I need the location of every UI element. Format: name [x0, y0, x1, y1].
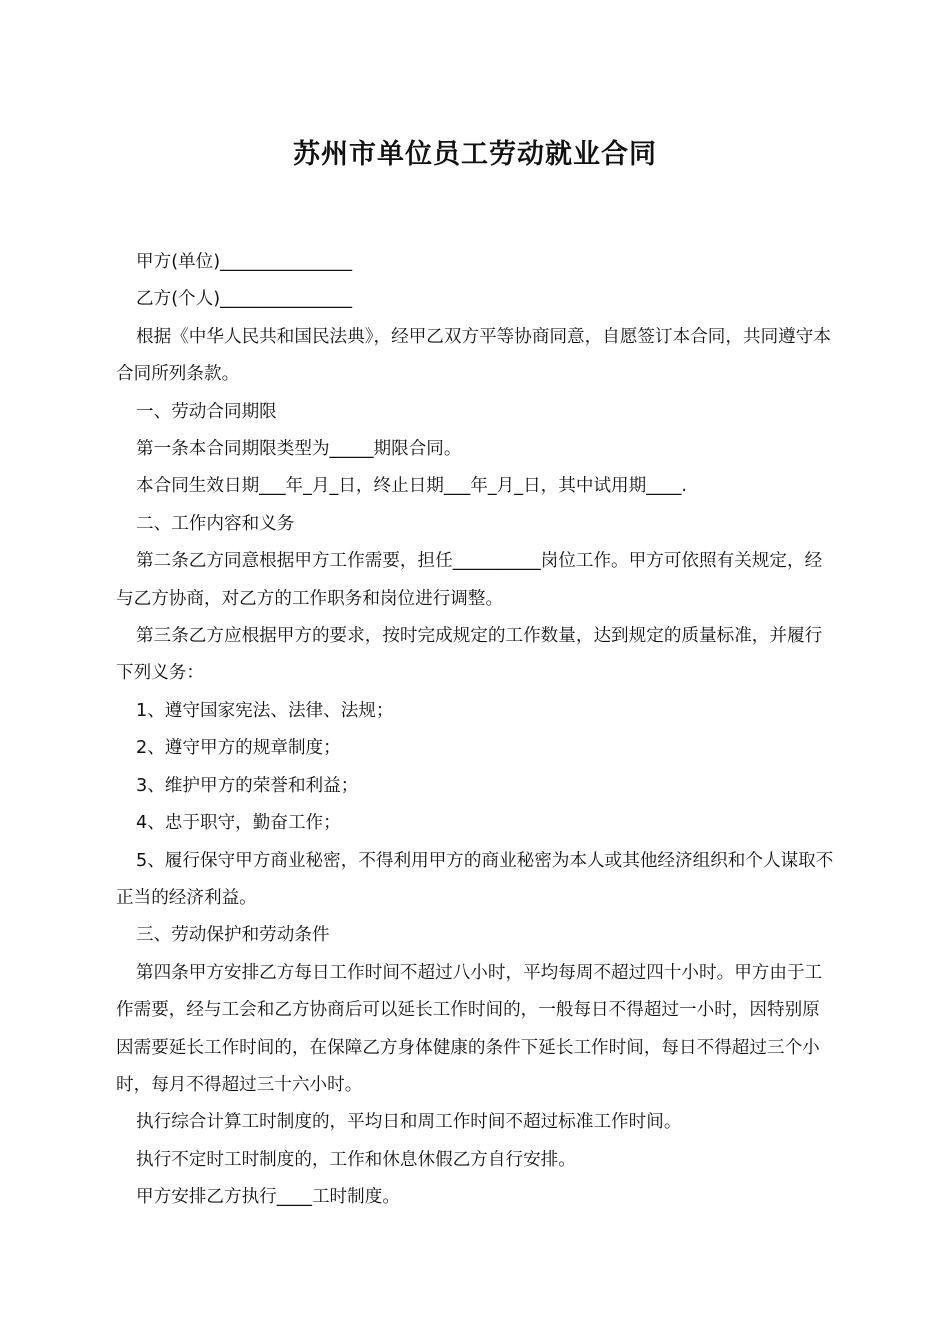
section-heading-protection: 三、劳动保护和劳动条件: [136, 925, 330, 946]
article-2: 第二条乙方同意根据甲方工作需要，担任__________岗位工作。甲方可依照有关规定，经与乙方协商，对乙方的工作职务和岗位进行调整。: [116, 551, 823, 609]
section-heading-duties: 二、工作内容和义务: [136, 513, 295, 534]
article-1: 第一条本合同期限类型为_____期限合同。: [136, 439, 462, 460]
section-heading-term: 一、劳动合同期限: [136, 401, 277, 422]
hours-system-line: 甲方安排乙方执行____工时制度。: [136, 1187, 400, 1208]
duty-item-3: 3、维护甲方的荣誉和利益；: [136, 775, 359, 796]
party-b-line: 乙方(个人)_______________: [136, 289, 353, 310]
document-body: [116, 244, 836, 1217]
preamble-paragraph: 根据《中华人民共和国民法典》，经甲乙双方平等协商同意，自愿签订本合同，共同遵守本合同所列条款。: [116, 326, 831, 385]
duty-item-5: 5、履行保守甲方商业秘密，不得利用甲方的商业秘密为本人或其他经济组织和个人谋取不正当的经济利益。: [116, 850, 834, 908]
document-title: 苏州市单位员工劳动就业合同: [293, 139, 657, 170]
duty-item-1: 1、遵守国家宪法、法律、法规；: [136, 700, 394, 721]
duty-item-4: 4、忠于职守，勤奋工作；: [136, 813, 341, 834]
article-4: 第四条甲方安排乙方每日工作时间不超过八小时，平均每周不超过四十小时。甲方由于工作需要，经与工会和乙方协商后可以延长工作时间的，一般每日不得超过一小时，因特别原因需要延长工作时间的，在保障乙方身体健康的条件下延长工作时间，每日不得超过三个小时，每月不得超过三十六小时。: [116, 962, 823, 1095]
party-a-line: 甲方(单位)_______________: [136, 252, 353, 272]
duty-item-2: 2、遵守甲方的规章制度；: [136, 738, 341, 759]
effective-date-line: 本合同生效日期___年_月_日，终止日期___年_月_日，其中试用期____.: [136, 476, 688, 497]
article-3: 第三条乙方应根据甲方的要求，按时完成规定的工作数量，达到规定的质量标准，并履行下列义务：: [116, 626, 823, 684]
flexible-hours-paragraph: 执行不定时工时制度的，工作和休息休假乙方自行安排。: [136, 1149, 576, 1170]
comprehensive-hours-paragraph: 执行综合计算工时制度的，平均日和周工作时间不超过标准工作时间。: [136, 1112, 682, 1133]
